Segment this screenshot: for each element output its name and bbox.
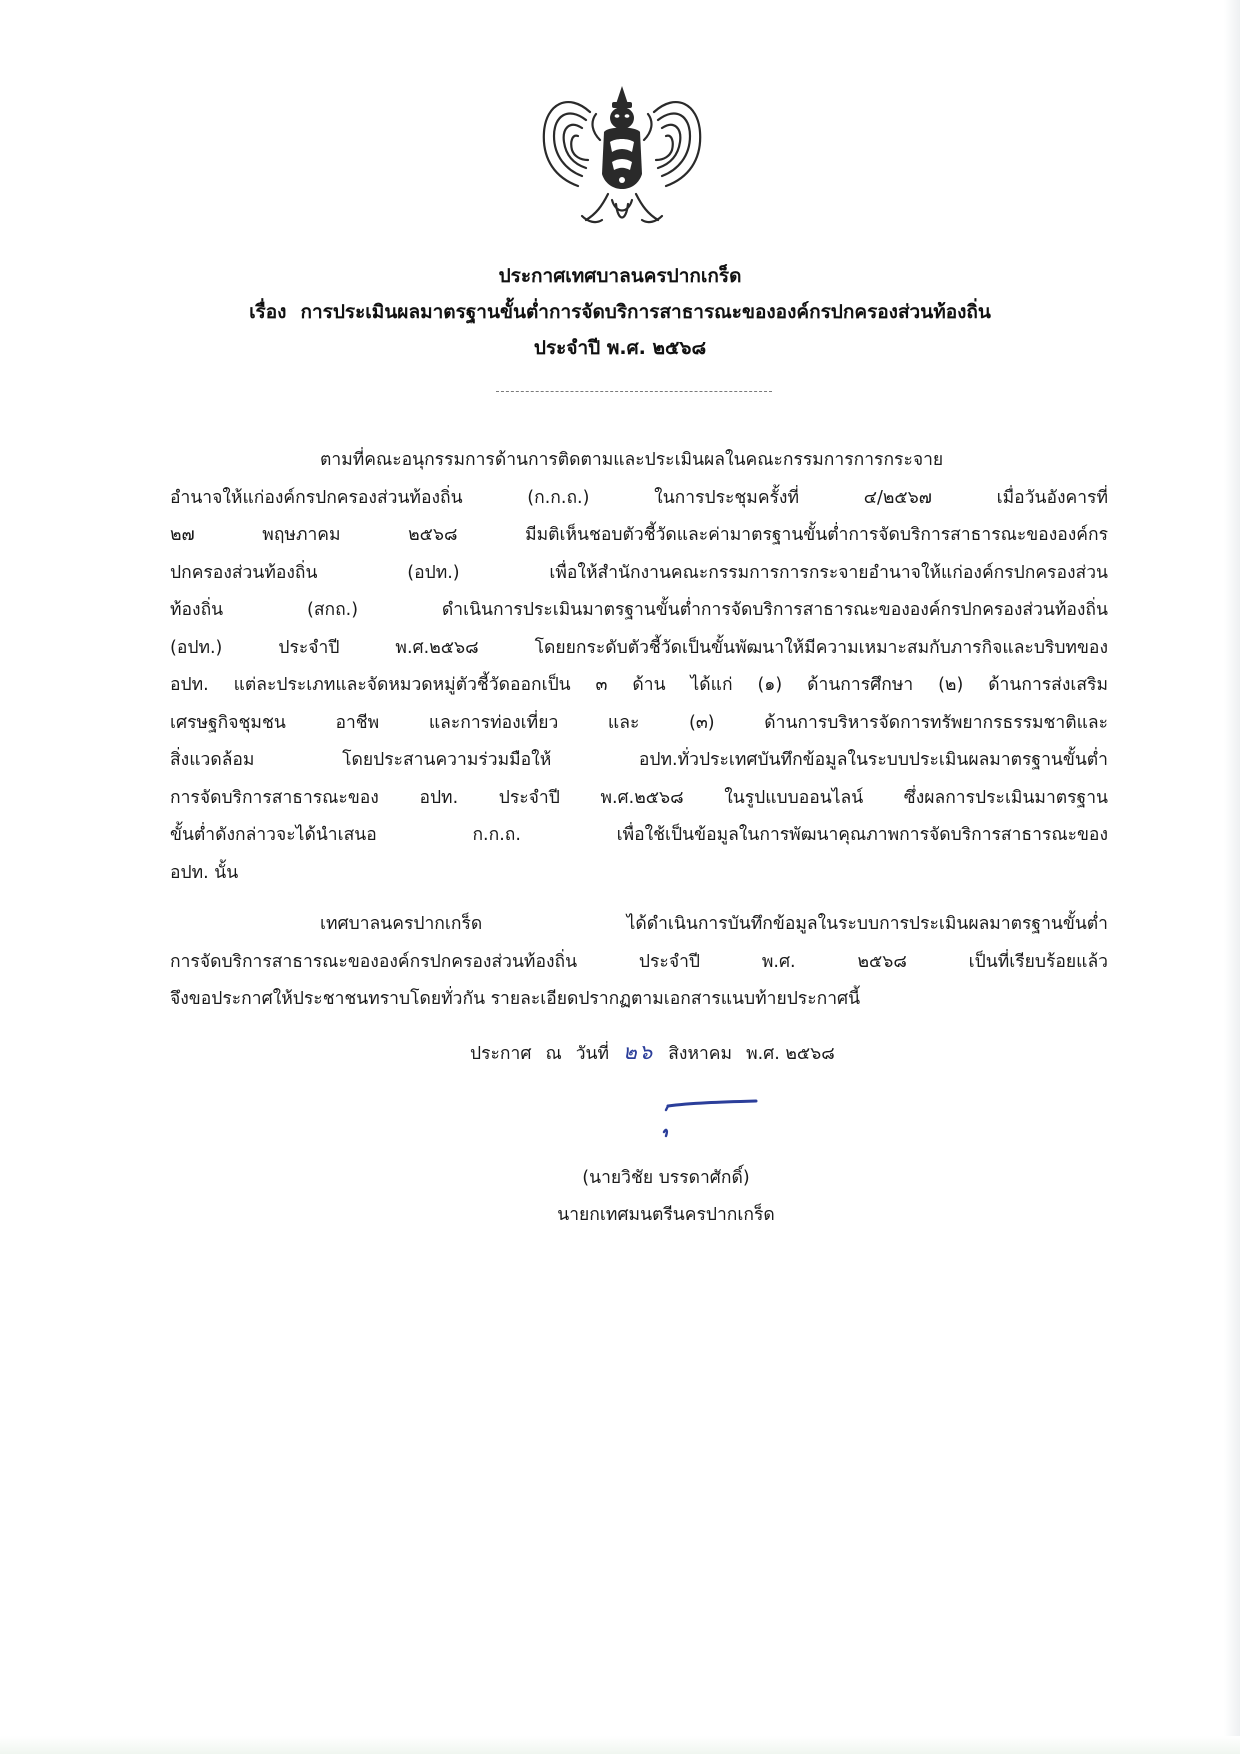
- date-day-handwritten: ๒๖: [623, 1040, 655, 1064]
- garuda-emblem-icon: [538, 82, 706, 232]
- paragraph-line: การจัดบริการสาธารณะขององค์กรปกครองส่วนท้องถิ่น ประจำปี พ.ศ. ๒๕๖๘ เป็นที่เรียบร้อยแล้ว: [170, 951, 1108, 972]
- paragraph-line: (อปท.) ประจำปี พ.ศ.๒๕๖๘ โดยยกระดับตัวชี้วัดเป็นขั้นพัฒนาให้มีความเหมาะสมกับภารกิจและบริบทของ: [170, 637, 1108, 658]
- date-day-label: วันที่: [575, 1044, 610, 1064]
- fiscal-year: ประจำปี พ.ศ. ๒๕๖๘: [533, 337, 707, 359]
- paragraph-line: ตามที่คณะอนุกรรมการด้านการติดตามและประเมินผลในคณะกรรมการการกระจาย: [320, 450, 944, 470]
- paragraph-1: [170, 442, 1108, 892]
- announcement-date: [470, 1034, 849, 1073]
- title-divider: [496, 391, 772, 392]
- paragraph-line: สิ่งแวดล้อม โดยประสานความร่วมมือให้ อปท.ทั่วประเทศบันทึกข้อมูลในระบบประเมินผลมาตรฐานขั้นต่ำ: [170, 750, 1108, 770]
- paragraph-line: อปท. แต่ละประเภทและจัดหมวดหมู่ตัวชี้วัดออกเป็น ๓ ด้าน ได้แก่ (๑) ด้านการศึกษา (๒) ด้านการส่งเสริม: [170, 675, 1108, 695]
- paragraph-line: อปท. นั้น: [170, 862, 239, 883]
- paragraph-line: อำนาจให้แก่องค์กรปกครองส่วนท้องถิ่น (ก.ก.ถ.) ในการประชุมครั้งที่ ๔/๒๕๖๗ เมื่อวันอังคารที่: [170, 487, 1108, 508]
- paragraph-line: การจัดบริการสาธารณะของ อปท. ประจำปี พ.ศ.๒๕๖๘ ในรูปแบบออนไลน์ ซึ่งผลการประเมินมาตรฐาน: [170, 787, 1108, 808]
- subject-label: เรื่อง: [249, 301, 287, 323]
- subject-text: การประเมินผลมาตรฐานขั้นต่ำการจัดบริการสาธารณะขององค์กรปกครองส่วนท้องถิ่น: [300, 301, 991, 323]
- subject-line: [0, 294, 1240, 330]
- paragraph-line: ปกครองส่วนท้องถิ่น (อปท.) เพื่อให้สำนักงานคณะกรรมการการกระจายอำนาจให้แก่องค์กรปกครองส่วน: [170, 562, 1108, 583]
- paragraph-2: [170, 906, 1108, 1019]
- paragraph-line: เศรษฐกิจชุมชน อาชีพ และการท่องเที่ยว และ (๓) ด้านการบริหารจัดการทรัพยากรธรรมชาติและ: [170, 712, 1108, 733]
- date-month: สิงหาคม: [668, 1044, 733, 1064]
- date-year: พ.ศ. ๒๕๖๘: [746, 1044, 835, 1064]
- scan-bottom-tint: [0, 1736, 1240, 1754]
- signer-name: (นายวิชัย บรรดาศักดิ์): [582, 1168, 750, 1188]
- paragraph-line: เทศบาลนครปากเกร็ด ได้ดำเนินการบันทึกข้อมูลในระบบการประเมินผลมาตรฐานขั้นต่ำ: [320, 914, 1108, 934]
- paragraph-line: ท้องถิ่น (สกถ.) ดำเนินการประเมินมาตรฐานขั้นต่ำการจัดบริการสาธารณะขององค์กรปกครองส่วนท้องถิ่น: [170, 600, 1108, 620]
- signer-position: นายกเทศมนตรีนครปากเกร็ด: [557, 1205, 775, 1225]
- issuer-title: ประกาศเทศบาลนครปากเกร็ด: [498, 265, 742, 287]
- signature-mark-icon: [650, 1096, 770, 1146]
- date-prefix: ประกาศ: [470, 1044, 532, 1064]
- date-at: ณ: [545, 1044, 562, 1064]
- paragraph-line: ๒๗ พฤษภาคม ๒๕๖๘ มีมติเห็นชอบตัวชี้วัดและค่ามาตรฐานขั้นต่ำการจัดบริการสาธารณะขององค์กร: [170, 525, 1108, 545]
- paragraph-line: ขั้นต่ำดังกล่าวจะได้นำเสนอ ก.ก.ถ. เพื่อใช้เป็นข้อมูลในการพัฒนาคุณภาพการจัดบริการสาธารณะของ: [170, 825, 1108, 845]
- title-block: [0, 258, 1240, 366]
- paragraph-line: จึงขอประกาศให้ประชาชนทราบโดยทั่วกัน รายละเอียดปรากฏตามเอกสารแนบท้ายประกาศนี้: [170, 989, 861, 1009]
